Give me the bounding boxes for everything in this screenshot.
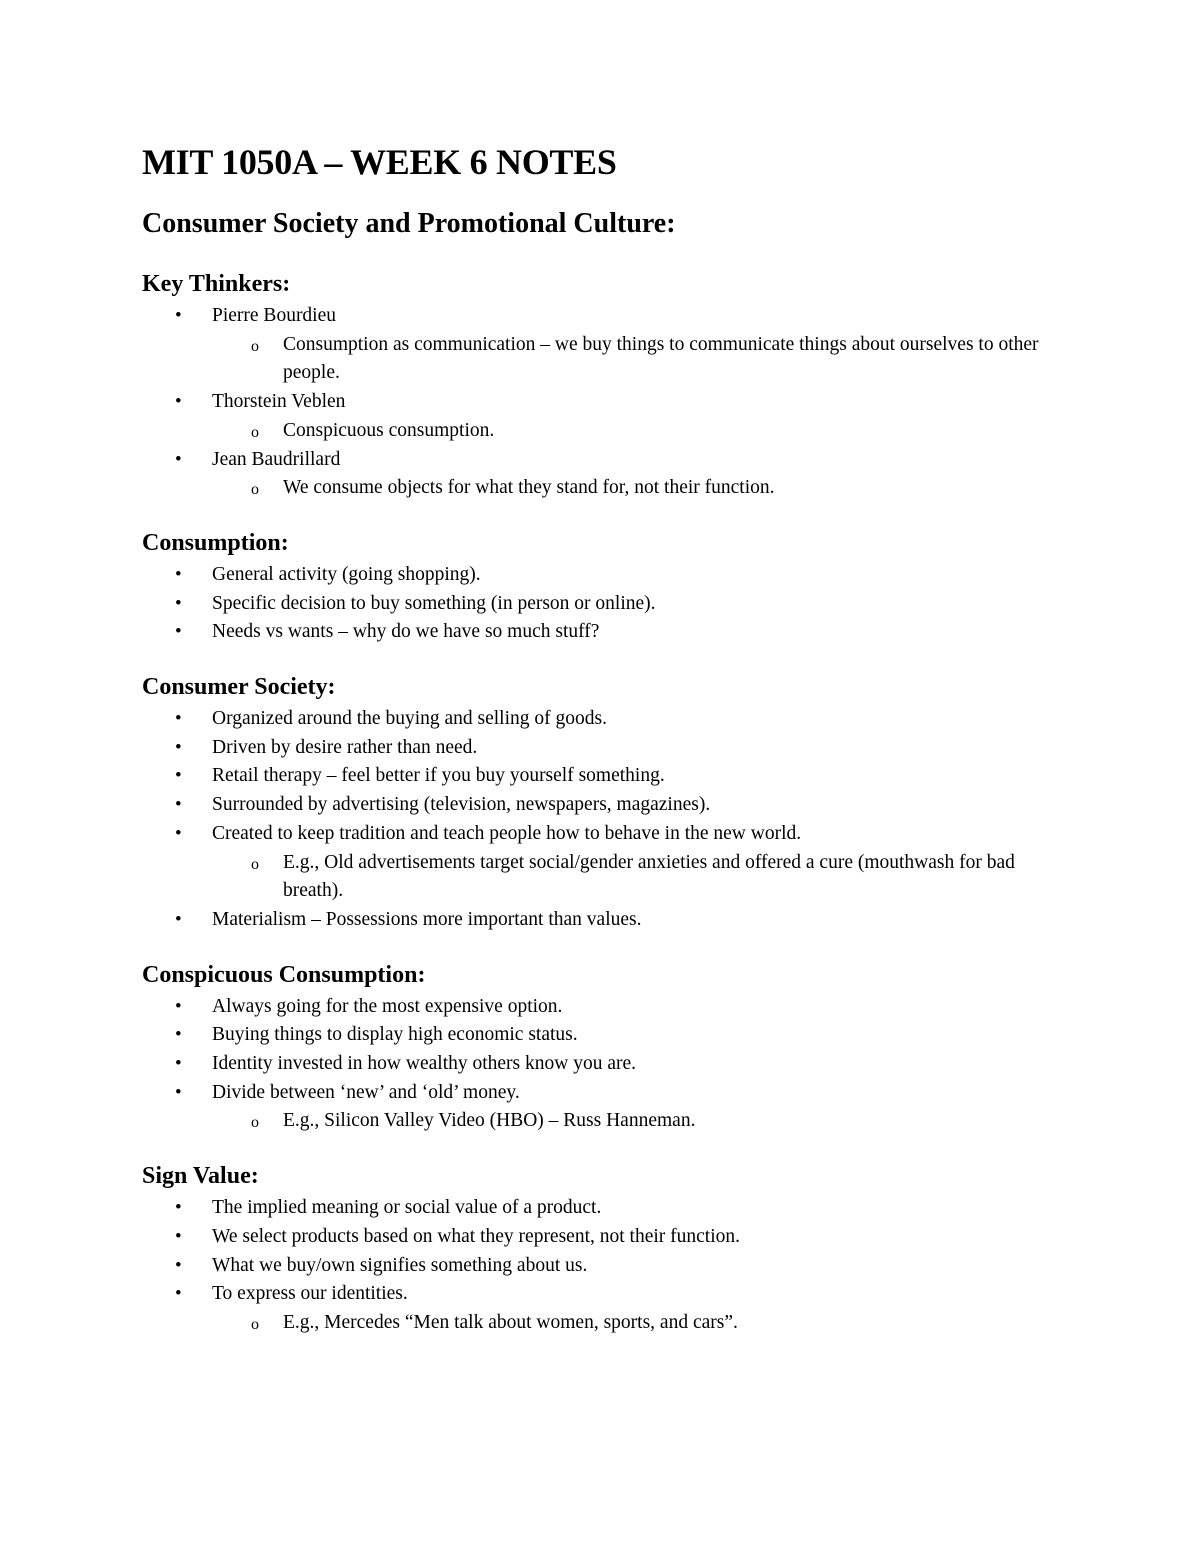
section-sign-value: [142, 1158, 1072, 1338]
list-item: • Buying things to display high economic status.: [142, 1021, 1072, 1050]
list-item: • Always going for the most expensive option.: [142, 993, 1072, 1022]
bullet-list: [142, 1194, 1072, 1338]
list-item: [142, 1079, 1072, 1136]
list-item: • The implied meaning or social value of a product.: [142, 1194, 1072, 1223]
list-item: [142, 1280, 1072, 1337]
sub-bullet-list: [212, 331, 1072, 388]
section-heading: Conspicuous Consumption:: [142, 961, 426, 988]
section-heading: Key Thinkers:: [142, 271, 291, 297]
document-subtitle: Consumer Society and Promotional Culture:: [142, 208, 676, 239]
sub-list-item: o E.g., Silicon Valley Video (HBO) – Russ Hanneman.: [212, 1107, 1072, 1136]
section-conspicuous-consumption: [142, 957, 1072, 1137]
list-item-text: Thorstein Veblen: [212, 391, 346, 413]
sub-list-item: o Consumption as communication – we buy things to communicate things about ourselves to other people.: [212, 331, 1072, 388]
list-item: • Identity invested in how wealthy others know you are.: [142, 1050, 1072, 1079]
sub-list-item: o E.g., Mercedes “Men talk about women, sports, and cars”.: [212, 1309, 1072, 1338]
list-item: [142, 446, 1072, 503]
list-item: • Retail therapy – feel better if you buy yourself something.: [142, 762, 1072, 791]
list-item: [142, 302, 1072, 388]
sub-list-item: o We consume objects for what they stand for, not their function.: [212, 474, 1072, 503]
sub-bullet-list: [212, 849, 1072, 906]
list-item: • Needs vs wants – why do we have so much stuff?: [142, 618, 1072, 647]
list-item: • Surrounded by advertising (television, newspapers, magazines).: [142, 791, 1072, 820]
list-item: • Specific decision to buy something (in person or online).: [142, 590, 1072, 619]
sub-bullet-list: [212, 474, 1072, 503]
section-heading: Consumption:: [142, 529, 289, 556]
list-item-text: To express our identities.: [212, 1283, 408, 1305]
list-item: • Driven by desire rather than need.: [142, 734, 1072, 763]
list-item-text: Created to keep tradition and teach people how to behave in the new world.: [212, 822, 802, 844]
list-item: • What we buy/own signifies something about us.: [142, 1252, 1072, 1281]
list-item: [142, 820, 1072, 906]
list-item-text: Pierre Bourdieu: [212, 305, 337, 326]
section-consumption: [142, 525, 1072, 647]
list-item: • Organized around the buying and selling of goods.: [142, 705, 1072, 734]
list-item: [142, 388, 1072, 445]
bullet-list: [142, 561, 1072, 647]
document-body: [142, 140, 1072, 1338]
list-item: • We select products based on what they represent, not their function.: [142, 1223, 1072, 1252]
sub-bullet-list: [212, 1309, 1072, 1338]
section-heading: Consumer Society:: [142, 674, 336, 701]
sub-list-item: o E.g., Old advertisements target social/gender anxieties and offered a cure (mouthwash for bad breath).: [212, 849, 1072, 906]
sub-bullet-list: [212, 417, 1072, 446]
document-title: MIT 1050A – WEEK 6 NOTES: [142, 142, 617, 182]
sub-list-item: o Conspicuous consumption.: [212, 417, 1072, 446]
list-item: • General activity (going shopping).: [142, 561, 1072, 590]
section-key-thinkers: [142, 266, 1072, 503]
list-item-text: Jean Baudrillard: [212, 448, 341, 470]
section-heading: Sign Value:: [142, 1163, 259, 1190]
list-item-text: Divide between ‘new’ and ‘old’ money.: [212, 1081, 520, 1103]
bullet-list: [142, 302, 1072, 503]
list-item: • Materialism – Possessions more important than values.: [142, 906, 1072, 935]
bullet-list: [142, 705, 1072, 935]
bullet-list: [142, 993, 1072, 1137]
section-consumer-society: [142, 669, 1072, 935]
sub-bullet-list: [212, 1107, 1072, 1136]
